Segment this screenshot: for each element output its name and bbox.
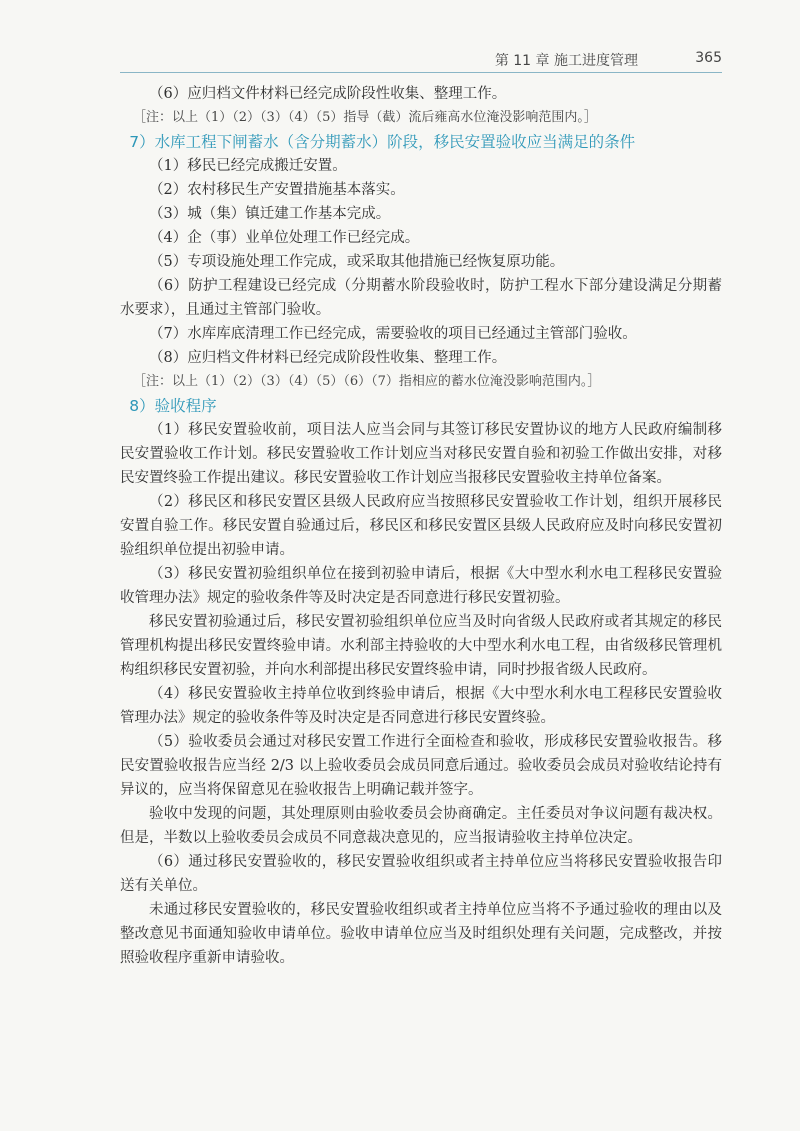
note: ［注：以上（1）（2）（3）（4）（5）指导（截）流后雍高水位淹没影响范围内。］: [133, 110, 597, 125]
note: ［注：以上（1）（2）（3）（4）（5）（6）（7）指相应的蓄水位淹没影响范围内。］: [133, 374, 601, 389]
paragraph: （6）防护工程建设已经完成（分期蓄水阶段验收时，防护工程水下部分建设满足分期蓄水要求），且通过主管部门验收。: [120, 278, 722, 318]
section-heading-8: 8）验收程序: [129, 397, 217, 415]
paragraph: （3）城（集）镇迁建工作基本完成。: [149, 206, 391, 222]
paragraph: （6）通过移民安置验收的，移民安置验收组织或者主持单位应当将移民安置验收报告印送有关单位。: [120, 854, 722, 894]
paragraph: （1）移民已经完成搬迁安置。: [149, 158, 347, 174]
paragraph: （2）农村移民生产安置措施基本落实。: [149, 182, 405, 198]
paragraph: （1）移民安置验收前，项目法人应当会同与其签订移民安置协议的地方人民政府编制移民安置验收工作计划。移民安置验收工作计划应当对移民安置自验和初验工作做出安排，对移民安置终验工作提出建议。移民安置验收工作计划应当报移民安置验收主持单位备案。: [120, 422, 722, 486]
paragraph: （5）专项设施处理工作完成，或采取其他措施已经恢复原功能。: [149, 254, 565, 270]
paragraph: （3）移民安置初验组织单位在接到初验申请后，根据《大中型水利水电工程移民安置验收管理办法》规定的验收条件等及时决定是否同意进行移民安置初验。: [120, 566, 722, 606]
paragraph: （2）移民区和移民安置区县级人民政府应当按照移民安置验收工作计划，组织开展移民安置自验工作。移民安置自验通过后，移民区和移民安置区县级人民政府应及时向移民安置初验组织单位提出初验申请。: [120, 494, 722, 558]
page-body: [120, 82, 722, 970]
paragraph: 未通过移民安置验收的，移民安置验收组织或者主持单位应当将不予通过验收的理由以及整改意见书面通知验收申请单位。验收申请单位应当及时组织处理有关问题，完成整改，并按照验收程序重新申请验收。: [120, 902, 722, 966]
paragraph: （5）验收委员会通过对移民安置工作进行全面检查和验收，形成移民安置验收报告。移民安置验收报告应当经 2/3 以上验收委员会成员同意后通过。验收委员会成员对验收结论持有异议的，应当将保留意见在验收报告上明确记载并签字。: [120, 734, 722, 798]
paragraph: 移民安置初验通过后，移民安置初验组织单位应当及时向省级人民政府或者其规定的移民管理机构提出移民安置终验申请。水利部主持验收的大中型水利水电工程，由省级移民管理机构组织移民安置初验，并向水利部提出移民安置终验申请，同时抄报省级人民政府。: [120, 614, 722, 678]
page-number: 365: [695, 50, 722, 66]
paragraph: 验收中发现的问题，其处理原则由验收委员会协商确定。主任委员对争议问题有裁决权。但是，半数以上验收委员会成员不同意裁决意见的，应当报请验收主持单位决定。: [120, 806, 722, 846]
chapter-title: 第 11 章 施工进度管理: [494, 53, 638, 69]
paragraph: （4）企（事）业单位处理工作已经完成。: [149, 230, 420, 246]
paragraph: （4）移民安置验收主持单位收到终验申请后，根据《大中型水利水电工程移民安置验收管理办法》规定的验收条件等及时决定是否同意进行移民安置终验。: [120, 686, 722, 726]
paragraph: （8）应归档文件材料已经完成阶段性收集、整理工作。: [149, 350, 507, 366]
paragraph: （7）水库库底清理工作已经完成，需要验收的项目已经通过主管部门验收。: [149, 326, 637, 342]
section-heading-7: 7）水库工程下闸蓄水（含分期蓄水）阶段，移民安置验收应当满足的条件: [129, 133, 636, 151]
paragraph: （6）应归档文件材料已经完成阶段性收集、整理工作。: [149, 86, 507, 102]
running-header: [120, 44, 722, 73]
